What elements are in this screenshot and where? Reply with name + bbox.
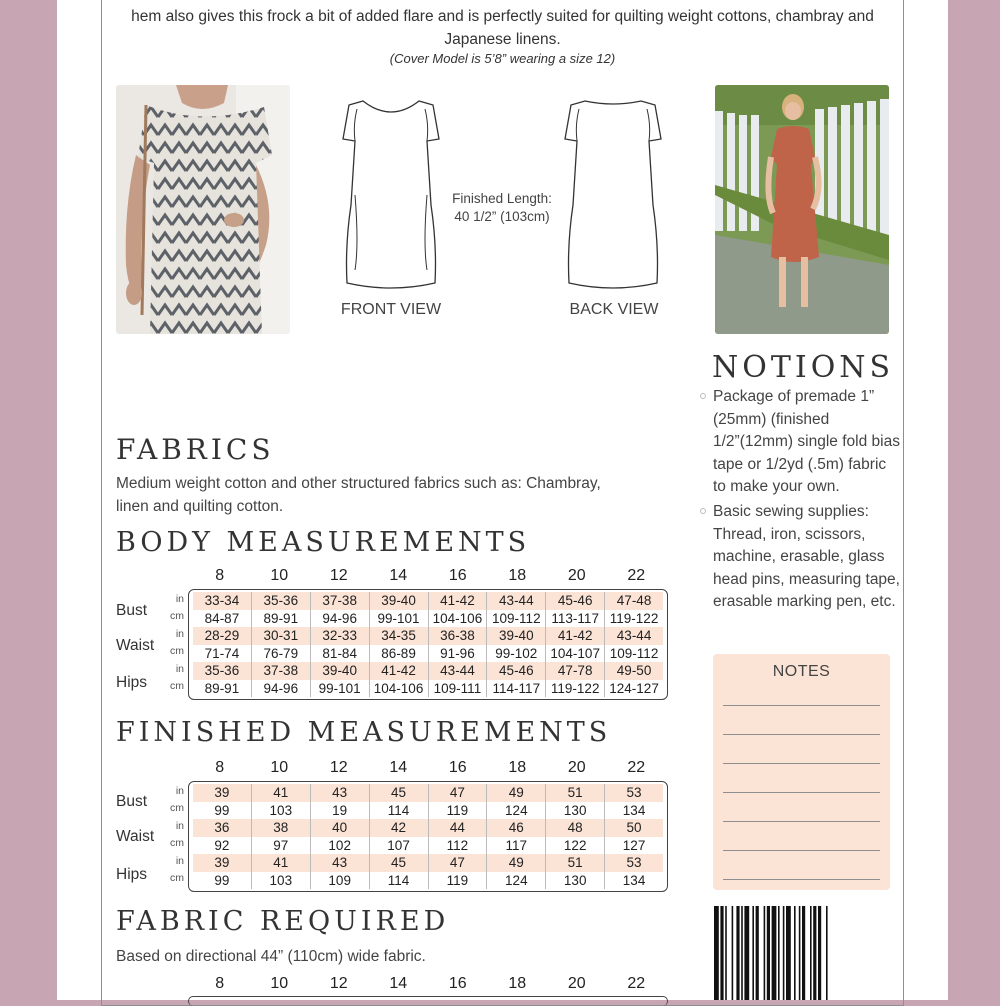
- table-row: 84-87 89-91 94-96 99-101 104-106 109-112 113-117 119-122: [193, 610, 663, 628]
- unit-label-cm: cm: [170, 837, 184, 849]
- barcode-bar: [736, 906, 739, 1000]
- notions-list: [700, 386, 900, 616]
- size-label: 22: [627, 975, 646, 992]
- size-label: 10: [270, 975, 289, 992]
- model-photo-zigzag-dress: [116, 85, 290, 334]
- size-label: 12: [329, 567, 348, 584]
- notions-item: Basic sewing supplies: Thread, iron, scissors, machine, erasable, glass head pins, measuring tape, erasable marking pen, etc.: [700, 501, 900, 614]
- table-row: 92 97 102 107 112 117 122 127: [193, 837, 663, 855]
- size-label: 18: [508, 975, 527, 992]
- fabrics-description: Medium weight cotton and other structured fabrics such as: Chambray, linen and quilting cotton.: [116, 475, 601, 515]
- barcode-bar: [778, 906, 780, 1000]
- size-label: 20: [567, 759, 586, 776]
- notes-line: [723, 705, 880, 706]
- back-view-drawing: [557, 95, 669, 295]
- notions-heading: NOTIONS: [712, 350, 895, 385]
- size-label: 12: [329, 759, 348, 776]
- fabric-required-heading: FABRIC REQUIRED: [116, 906, 450, 937]
- body-measurements-heading: BODY MEASUREMENTS: [116, 527, 531, 558]
- fabric-required-table: [188, 996, 668, 1006]
- barcode-bar: [799, 906, 801, 1000]
- size-label: 10: [270, 567, 289, 584]
- intro-text: [101, 5, 904, 51]
- row-label-waist: Waist: [116, 637, 155, 654]
- fabric-required-note: Based on directional 44” (110cm) wide fabric.: [116, 948, 426, 965]
- size-label: 20: [567, 567, 586, 584]
- notes-line: [723, 879, 880, 880]
- size-label: 16: [448, 759, 467, 776]
- barcode-bar: [794, 906, 796, 1000]
- body-size-header: [190, 567, 666, 585]
- unit-label-cm: cm: [170, 872, 184, 884]
- barcode-bar: [767, 906, 770, 1000]
- model-photo-rust-dress: [715, 85, 889, 334]
- unit-label-cm: cm: [170, 645, 184, 657]
- barcode-bar: [744, 906, 749, 1000]
- finished-length-value: 40 1/2” (103cm): [454, 209, 550, 224]
- table-row: 71-74 76-79 81-84 86-89 91-96 99-102 104-107 109-112: [193, 645, 663, 663]
- size-label: 16: [448, 975, 467, 992]
- unit-label-in: in: [175, 593, 184, 605]
- notes-title: NOTES: [772, 663, 831, 680]
- size-label: 8: [215, 759, 225, 776]
- size-label: 18: [508, 567, 527, 584]
- table-row: 39 41 43 45 47 49 51 53: [193, 854, 663, 872]
- table-row: 33-34 35-36 37-38 39-40 41-42 43-44 45-46 47-48: [193, 592, 663, 610]
- finished-measurements-table: [188, 781, 668, 892]
- table-row: 36 38 40 42 44 46 48 50: [193, 819, 663, 837]
- barcode-bar: [772, 906, 777, 1000]
- body-measurements-table: [188, 589, 668, 700]
- row-label-bust: Bust: [116, 793, 148, 810]
- barcode-bar: [756, 906, 759, 1000]
- notes-line: [723, 792, 880, 793]
- table-row: 39 41 43 45 47 49 51 53: [193, 784, 663, 802]
- barcode-bar: [786, 906, 791, 1000]
- fabric-required-size-header: [190, 975, 666, 993]
- fabrics-heading: FABRICS: [116, 433, 275, 466]
- bullet-icon: [700, 508, 706, 514]
- barcode-bar: [714, 906, 719, 1000]
- front-view-label: FRONT VIEW: [340, 301, 442, 318]
- row-label-waist: Waist: [116, 828, 155, 845]
- table-row: 35-36 37-38 39-40 41-42 43-44 45-46 47-78 49-50: [193, 662, 663, 680]
- barcode-bar: [720, 906, 723, 1000]
- barcode-bar: [752, 906, 754, 1000]
- table-row: 28-29 30-31 32-33 34-35 36-38 39-40 41-42 43-44: [193, 627, 663, 645]
- size-label: 18: [508, 759, 527, 776]
- notes-box: [713, 654, 890, 890]
- barcode-bar: [810, 906, 812, 1000]
- size-label: 14: [389, 567, 408, 584]
- notions-item: Package of premade 1” (25mm) (finished 1/2”(12mm) single fold bias tape or 1/2yd (.5m) fabric to make your own.: [700, 386, 900, 499]
- row-label-hips: Hips: [116, 866, 148, 883]
- table-row: 99 103 19 114 119 124 130 134: [193, 802, 663, 820]
- barcode-bar: [764, 906, 766, 1000]
- cover-model-caption: (Cover Model is 5’8” wearing a size 12): [389, 51, 616, 66]
- barcode: [714, 906, 880, 1000]
- front-view-drawing: [335, 95, 447, 295]
- table-row: 99 103 109 114 119 124 130 134: [193, 872, 663, 890]
- intro-line-1: hem also gives this frock a bit of added flare and is perfectly suited for quilting weight cottons, chambray and: [131, 8, 874, 25]
- barcode-bar: [732, 906, 734, 1000]
- notes-line: [723, 821, 880, 822]
- barcode-bar: [741, 906, 743, 1000]
- notes-line: [723, 850, 880, 851]
- size-label: 8: [215, 975, 225, 992]
- size-label: 8: [215, 567, 225, 584]
- size-label: 22: [627, 759, 646, 776]
- size-label: 22: [627, 567, 646, 584]
- notes-line: [723, 763, 880, 764]
- row-label-bust: Bust: [116, 602, 148, 619]
- unit-label-cm: cm: [170, 802, 184, 814]
- barcode-bar: [802, 906, 805, 1000]
- size-label: 10: [270, 759, 289, 776]
- barcode-bar: [818, 906, 821, 1000]
- table-row: 89-91 94-96 99-101 104-106 109-111 114-117 119-122 124-127: [193, 680, 663, 698]
- unit-label-in: in: [175, 855, 184, 867]
- finished-measurements-heading: FINISHED MEASUREMENTS: [116, 717, 612, 748]
- unit-label-cm: cm: [170, 610, 184, 622]
- unit-label-in: in: [175, 628, 184, 640]
- bullet-icon: [700, 393, 706, 399]
- intro-line-2: Japanese linens.: [444, 31, 561, 48]
- size-label: 14: [389, 759, 408, 776]
- size-label: 16: [448, 567, 467, 584]
- finished-length-note: [440, 190, 564, 226]
- barcode-bar: [725, 906, 727, 1000]
- unit-label-in: in: [175, 820, 184, 832]
- size-label: 14: [389, 975, 408, 992]
- unit-label-cm: cm: [170, 680, 184, 692]
- row-label-hips: Hips: [116, 674, 148, 691]
- size-label: 20: [567, 975, 586, 992]
- finished-length-label: Finished Length:: [452, 191, 552, 206]
- size-label: 12: [329, 975, 348, 992]
- barcode-bar: [813, 906, 816, 1000]
- unit-label-in: in: [175, 785, 184, 797]
- back-view-label: BACK VIEW: [569, 301, 659, 318]
- barcode-bar: [783, 906, 785, 1000]
- finished-size-header: [190, 759, 666, 777]
- notes-line: [723, 734, 880, 735]
- barcode-bar: [826, 906, 828, 1000]
- unit-label-in: in: [175, 663, 184, 675]
